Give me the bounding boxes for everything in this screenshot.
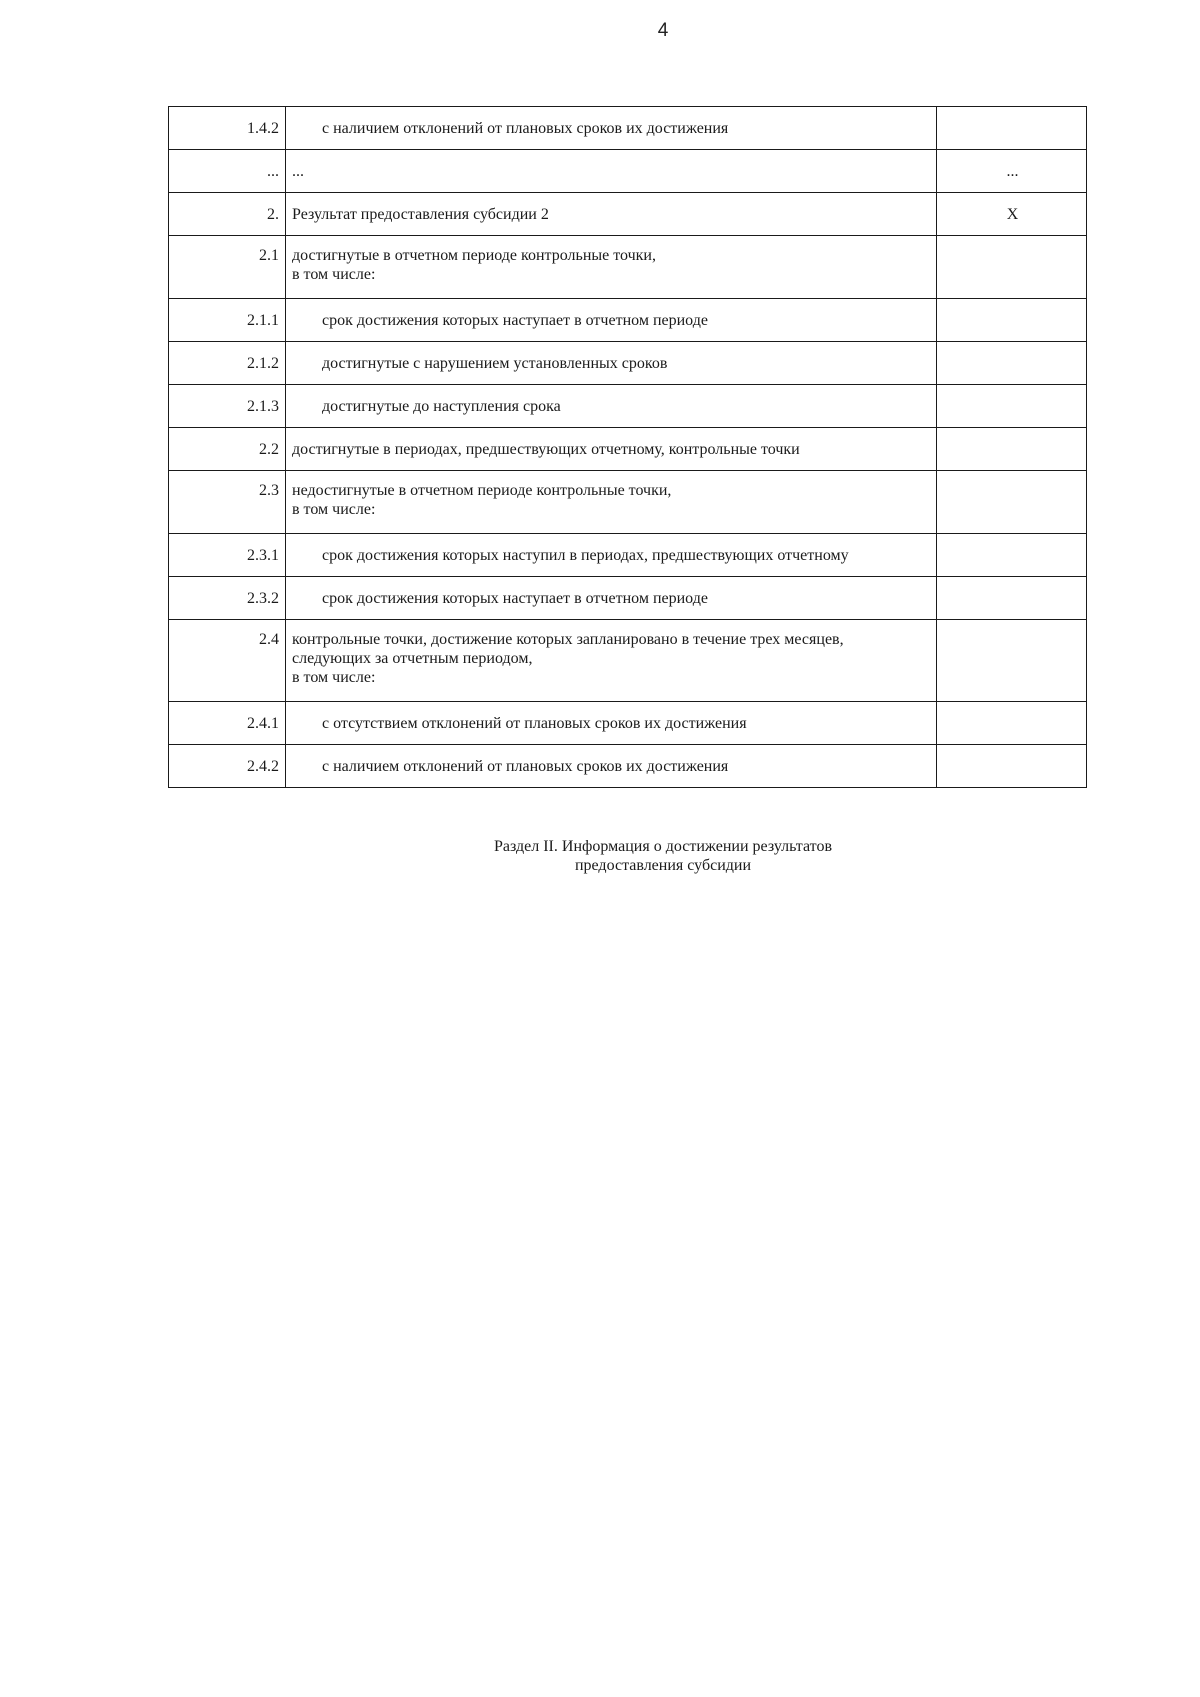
row-value (937, 299, 1087, 342)
row-description: достигнутые в отчетном периоде контрольные точки, в том числе: (286, 236, 937, 299)
row-number: 2.4.1 (169, 702, 286, 745)
row-number: ... (169, 150, 286, 193)
table-row (169, 534, 1087, 577)
row-description: достигнутые до наступления срока (286, 385, 937, 428)
row-value (937, 534, 1087, 577)
table-row (169, 577, 1087, 620)
row-value: ... (937, 150, 1087, 193)
table-row (169, 342, 1087, 385)
row-value (937, 702, 1087, 745)
row-number: 2.4.2 (169, 745, 286, 788)
row-description: срок достижения которых наступает в отчетном периоде (286, 299, 937, 342)
row-value (937, 107, 1087, 150)
row-value (937, 342, 1087, 385)
row-number: 2.1.1 (169, 299, 286, 342)
row-number: 2.1.2 (169, 342, 286, 385)
table-row (169, 702, 1087, 745)
table-row (169, 620, 1087, 702)
row-value (937, 236, 1087, 299)
row-value (937, 428, 1087, 471)
row-number: 2.3.1 (169, 534, 286, 577)
row-description: недостигнутые в отчетном периоде контрольные точки, в том числе: (286, 471, 937, 534)
row-value (937, 385, 1087, 428)
row-value: X (937, 193, 1087, 236)
row-description: срок достижения которых наступает в отчетном периоде (286, 577, 937, 620)
row-number: 2.3.2 (169, 577, 286, 620)
row-number: 1.4.2 (169, 107, 286, 150)
table-row (169, 236, 1087, 299)
page-number: 4 (657, 20, 669, 41)
row-value (937, 471, 1087, 534)
table-row (169, 385, 1087, 428)
section-title (0, 837, 1200, 875)
row-number: 2.4 (169, 620, 286, 702)
row-description: достигнутые с нарушением установленных сроков (286, 342, 937, 385)
row-description: ... (286, 150, 937, 193)
table-row (169, 745, 1087, 788)
table-row (169, 150, 1087, 193)
table-row (169, 471, 1087, 534)
table-row (169, 193, 1087, 236)
row-number: 2.1.3 (169, 385, 286, 428)
row-description: достигнутые в периодах, предшествующих отчетному, контрольные точки (286, 428, 937, 471)
row-number: 2.1 (169, 236, 286, 299)
row-description: с отсутствием отклонений от плановых сроков их достижения (286, 702, 937, 745)
row-number: 2.2 (169, 428, 286, 471)
row-description: срок достижения которых наступил в периодах, предшествующих отчетному (286, 534, 937, 577)
row-value (937, 620, 1087, 702)
section-title-line2: предоставления субсидии (574, 857, 752, 874)
row-value (937, 745, 1087, 788)
row-description: с наличием отклонений от плановых сроков их достижения (286, 107, 937, 150)
row-value (937, 577, 1087, 620)
table-row (169, 428, 1087, 471)
row-number: 2.3 (169, 471, 286, 534)
row-description: с наличием отклонений от плановых сроков их достижения (286, 745, 937, 788)
table-row (169, 107, 1087, 150)
row-number: 2. (169, 193, 286, 236)
row-description: контрольные точки, достижение которых запланировано в течение трех месяцев, следующих за отчетным периодом, в том числе: (286, 620, 937, 702)
table-row (169, 299, 1087, 342)
section-title-line1: Раздел II. Информация о достижении результатов (493, 838, 833, 855)
control-points-table (168, 106, 1087, 788)
row-description: Результат предоставления субсидии 2 (286, 193, 937, 236)
